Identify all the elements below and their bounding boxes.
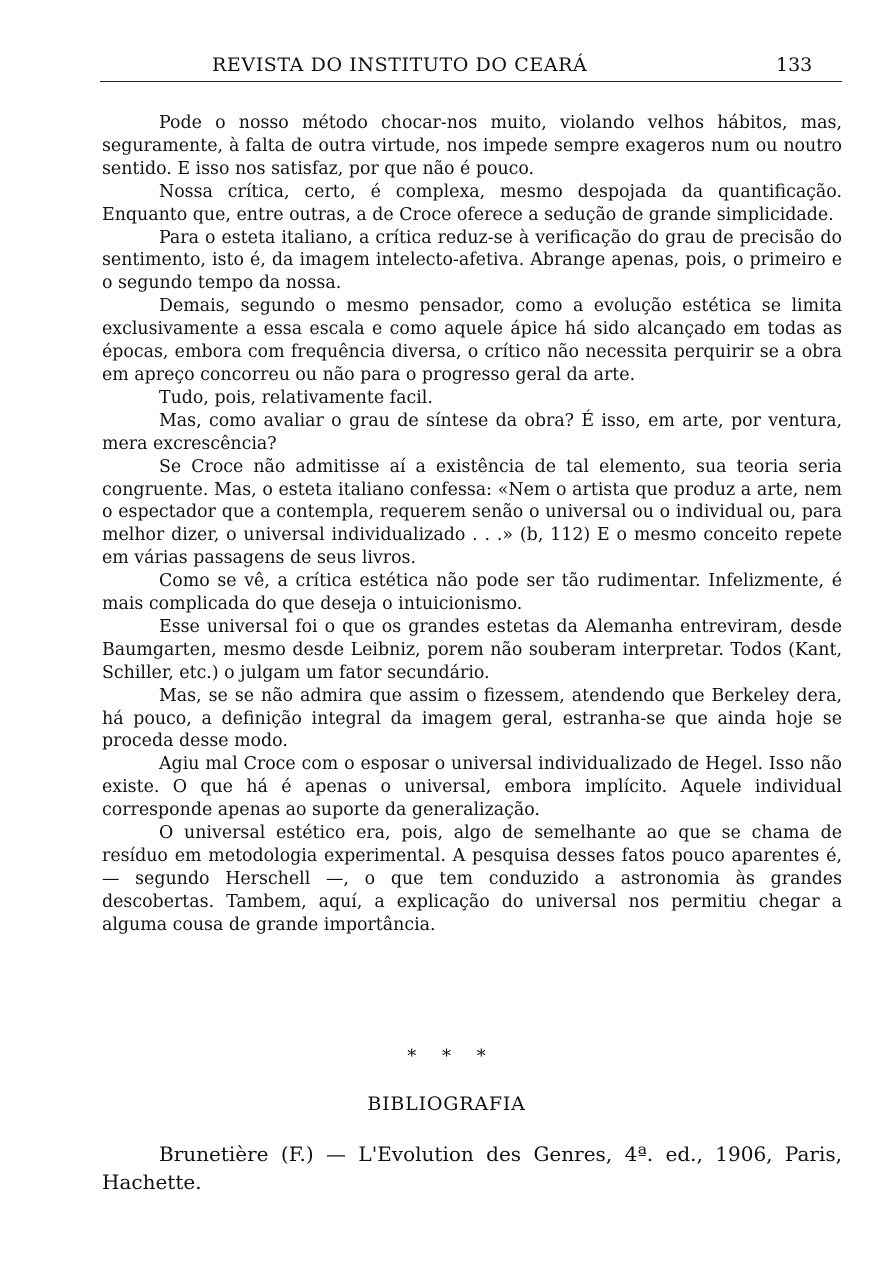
- section-separator: * * *: [407, 1046, 496, 1067]
- bibliography-heading: BIBLIOGRAFIA: [367, 1093, 526, 1115]
- page-number: 133: [776, 54, 813, 76]
- paragraph: Mas, se se não admira que assim o fizessem, atendendo que Berkeley dera, há pouco, a definição integral da imagem geral, estranha-se que ainda hoje se proceda desse modo.: [102, 685, 842, 752]
- paragraph: Para o esteta italiano, a crítica reduz-se à verificação do grau de precisão do sentimento, isto é, da imagem intelecto-afetiva. Abrange apenas, pois, o primeiro e o segundo tempo da nossa.: [102, 227, 842, 294]
- bibliography-entry: Brunetière (F.) — L'Evolution des Genres, 4ª. ed., 1906, Paris, Hachette.: [102, 1142, 842, 1194]
- running-head: REVISTA DO INSTITUTO DO CEARÁ: [212, 54, 588, 76]
- page-header: [100, 50, 842, 80]
- paragraph: Pode o nosso método chocar-nos muito, violando velhos hábitos, mas, seguramente, à falta de outra virtude, nos impede sempre exageros num ou noutro sentido. E isso nos satisfaz, por que não é pouco.: [102, 113, 842, 179]
- header-rule: [100, 81, 842, 82]
- paragraph: Nossa crítica, certo, é complexa, mesmo despojada da quantificação. Enquanto que, entre outras, a de Croce oferece a sedução de grande simplicidade.: [102, 181, 842, 225]
- paragraph: Demais, segundo o mesmo pensador, como a evolução estética se limita exclusivamente a essa escala e como aquele ápice há sido alcançado em todas as épocas, embora com frequência diversa, o crítico não necessita perquirir se a obra em apreço concorreu ou não para o progresso geral da arte.: [102, 296, 842, 385]
- paragraph: O universal estético era, pois, algo de semelhante ao que se chama de resíduo em metodologia experimental. A pesquisa desses fatos pouco aparentes é, — segundo Herschell —, o que tem conduzido a astronomia às grandes descobertas. Tambem, aquí, a explicação do universal nos permitiu chegar a alguma cousa de grande importância.: [102, 823, 842, 935]
- paragraph: Tudo, pois, relativamente facil.: [159, 387, 433, 408]
- paragraph: Como se vê, a crítica estética não pode ser tão rudimentar. Infelizmente, é mais complicada do que deseja o intuicionismo.: [102, 571, 842, 615]
- paragraph: Agiu mal Croce com o esposar o universal individualizado de Hegel. Isso não existe. O que há é apenas o universal, embora implícito. Aquele individual corresponde apenas ao suporte da generalização.: [102, 754, 842, 821]
- paragraph: Mas, como avaliar o grau de síntese da obra? É isso, em arte, por ventura, mera excrescência?: [102, 410, 842, 454]
- paragraph: Se Croce não admitisse aí a existência de tal elemento, sua teoria seria congruente. Mas, o esteta italiano confessa: «Nem o artista que produz a arte, nem o espectador que a contempla, requerem senão o universal ou o individual ou, para melhor dizer, o universal individualizado . . .» (b, 112) E o mesmo conceito repete em várias passagens de seus livros.: [102, 456, 842, 569]
- body-text: [102, 112, 842, 937]
- paragraph: Esse universal foi o que os grandes estetas da Alemanha entreviram, desde Baumgarten, mesmo desde Leibniz, porem não souberam interpretar. Todos (Kant, Schiller, etc.) o julgam um fator secundário.: [102, 616, 842, 683]
